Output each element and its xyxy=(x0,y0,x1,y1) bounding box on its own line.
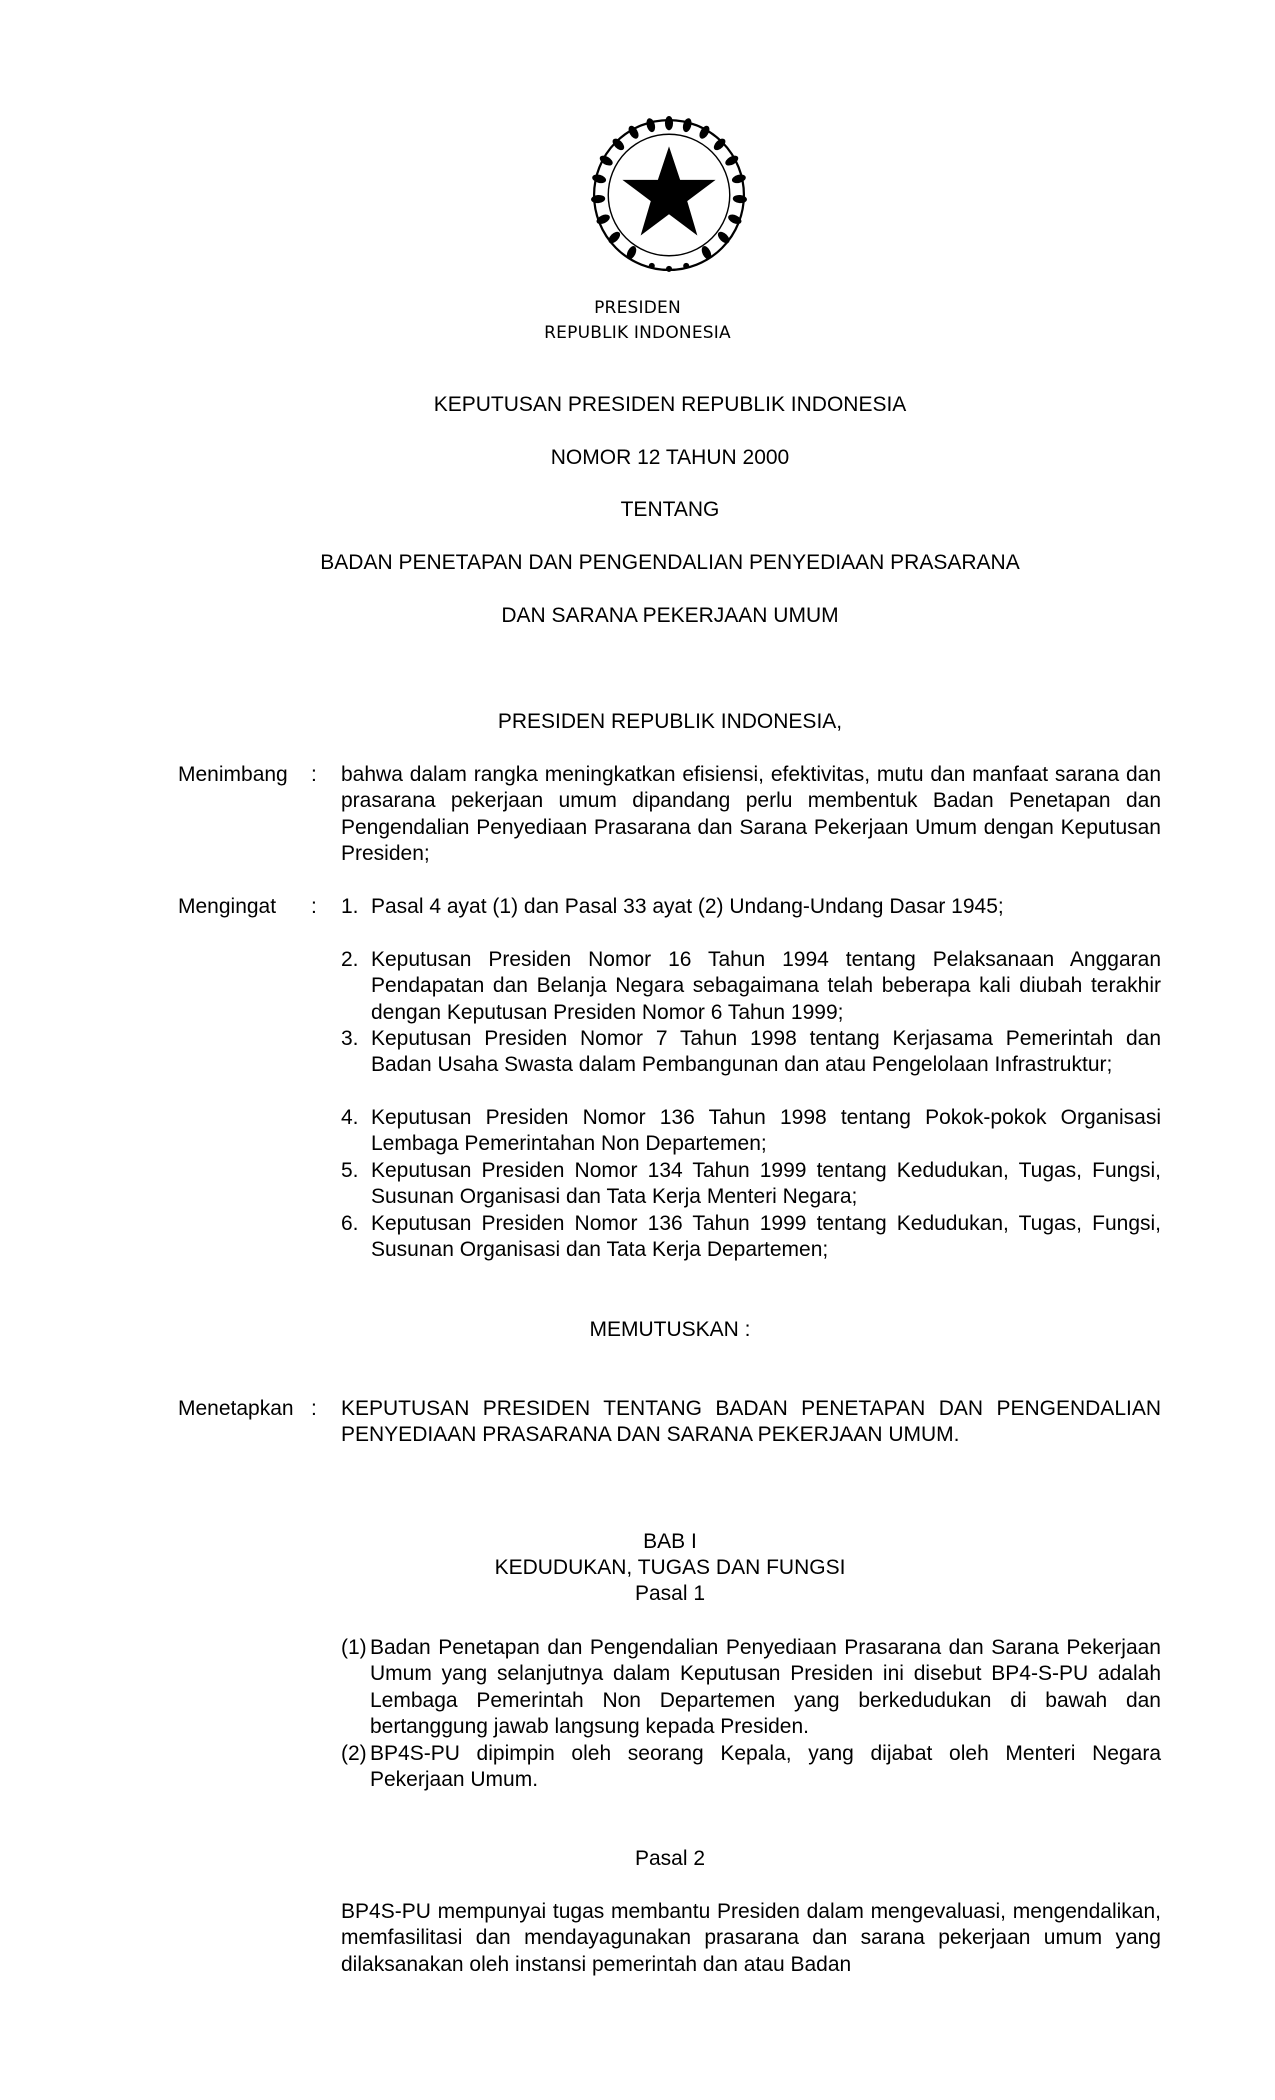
garuda-emblem-icon xyxy=(588,114,750,276)
bab-subtitle: KEDUDUKAN, TUGAS DAN FUNGSI xyxy=(494,1556,846,1579)
pasal-1-item xyxy=(341,1635,1161,1741)
org-line-presiden: PRESIDEN xyxy=(594,298,681,318)
item-text: Keputusan Presiden Nomor 134 Tahun 1999 tentang Kedudukan, Tugas, Fungsi, Susunan Organisasi dan Tata Kerja Menteri Negara; xyxy=(371,1159,1161,1209)
mengingat-item xyxy=(341,1158,1161,1211)
item-number: 1. xyxy=(341,895,359,918)
title-line-5: DAN SARANA PEKERJAAN UMUM xyxy=(501,604,839,627)
mengingat-item xyxy=(341,947,1161,1026)
title-line-4: BADAN PENETAPAN DAN PENGENDALIAN PENYEDIAAN PRASARANA xyxy=(320,551,1020,574)
mengingat-item xyxy=(341,1211,1161,1264)
mengingat-item xyxy=(341,1105,1161,1158)
item-text: Pasal 4 ayat (1) dan Pasal 33 ayat (2) Undang-Undang Dasar 1945; xyxy=(371,895,1004,918)
item-text: Keputusan Presiden Nomor 136 Tahun 1998 tentang Pokok-pokok Organisasi Lembaga Pemerintahan Non Departemen; xyxy=(371,1106,1161,1156)
mengingat-item xyxy=(341,1026,1161,1079)
title-line-1: KEPUTUSAN PRESIDEN REPUBLIK INDONESIA xyxy=(433,393,907,416)
item-number: 6. xyxy=(341,1212,359,1235)
item-number: 2. xyxy=(341,948,359,971)
item-text: Keputusan Presiden Nomor 16 Tahun 1994 tentang Pelaksanaan Anggaran Pendapatan dan Belanja Negara sebagaimana telah beberapa kali diubah terakhir dengan Keputusan Presiden Nomor 6 Tahun 1999; xyxy=(371,948,1161,1024)
mengingat-item xyxy=(341,894,1161,920)
pasal-1-item xyxy=(341,1741,1161,1794)
menimbang-text: bahwa dalam rangka meningkatkan efisiensi, efektivitas, mutu dan manfaat sarana dan prasarana pekerjaan umum dipandang perlu membentuk Badan Penetapan dan Pengendalian Penyediaan Prasarana dan Sarana Pekerjaan Umum dengan Keputusan Presiden; xyxy=(341,763,1161,866)
menimbang-colon: : xyxy=(311,763,317,786)
item-number: 5. xyxy=(341,1159,359,1182)
pasal-1-title: Pasal 1 xyxy=(634,1582,706,1605)
org-line-republik: REPUBLIK INDONESIA xyxy=(544,323,731,343)
item-number: (1) xyxy=(341,1636,367,1659)
memutuskan-heading: MEMUTUSKAN : xyxy=(589,1318,751,1341)
item-number: 4. xyxy=(341,1106,359,1129)
item-text: Keputusan Presiden Nomor 136 Tahun 1999 tentang Kedudukan, Tugas, Fungsi, Susunan Organisasi dan Tata Kerja Departemen; xyxy=(371,1212,1161,1262)
mengingat-label: Mengingat xyxy=(178,895,277,918)
menetapkan-label: Menetapkan xyxy=(178,1397,294,1420)
pasal-2-text: BP4S-PU mempunyai tugas membantu Presiden dalam mengevaluasi, mengendalikan, memfasilitasi dan mendayagunakan prasarana dan sarana pekerjaan umum yang dilaksanakan oleh instansi pemerintah dan atau Badan xyxy=(341,1900,1161,1976)
menetapkan-colon: : xyxy=(311,1397,317,1420)
menetapkan-text: KEPUTUSAN PRESIDEN TENTANG BADAN PENETAPAN DAN PENGENDALIAN PENYEDIAAN PRASARANA DAN SARANA PEKERJAAN UMUM. xyxy=(341,1397,1161,1447)
pasal-2-title: Pasal 2 xyxy=(634,1847,706,1870)
title-line-3: TENTANG xyxy=(620,498,720,521)
mengingat-colon: : xyxy=(311,895,317,918)
menimbang-label: Menimbang xyxy=(178,763,288,786)
item-text: Keputusan Presiden Nomor 7 Tahun 1998 tentang Kerjasama Pemerintah dan Badan Usaha Swasta dalam Pembangunan dan atau Pengelolaan Infrastruktur; xyxy=(371,1027,1161,1077)
item-number: (2) xyxy=(341,1742,367,1765)
bab-title: BAB I xyxy=(643,1530,697,1553)
item-text: Badan Penetapan dan Pengendalian Penyediaan Prasarana dan Sarana Pekerjaan Umum yang selanjutnya dalam Keputusan Presiden ini disebut BP4-S-PU adalah Lembaga Pemerintah Non Departemen yang berkedudukan di bawah dan bertanggung jawab langsung kepada Presiden. xyxy=(370,1636,1161,1739)
item-number: 3. xyxy=(341,1027,359,1050)
opening-line: PRESIDEN REPUBLIK INDONESIA, xyxy=(497,710,843,733)
title-line-2: NOMOR 12 TAHUN 2000 xyxy=(550,446,790,469)
item-text: BP4S-PU dipimpin oleh seorang Kepala, yang dijabat oleh Menteri Negara Pekerjaan Umum. xyxy=(370,1742,1161,1792)
